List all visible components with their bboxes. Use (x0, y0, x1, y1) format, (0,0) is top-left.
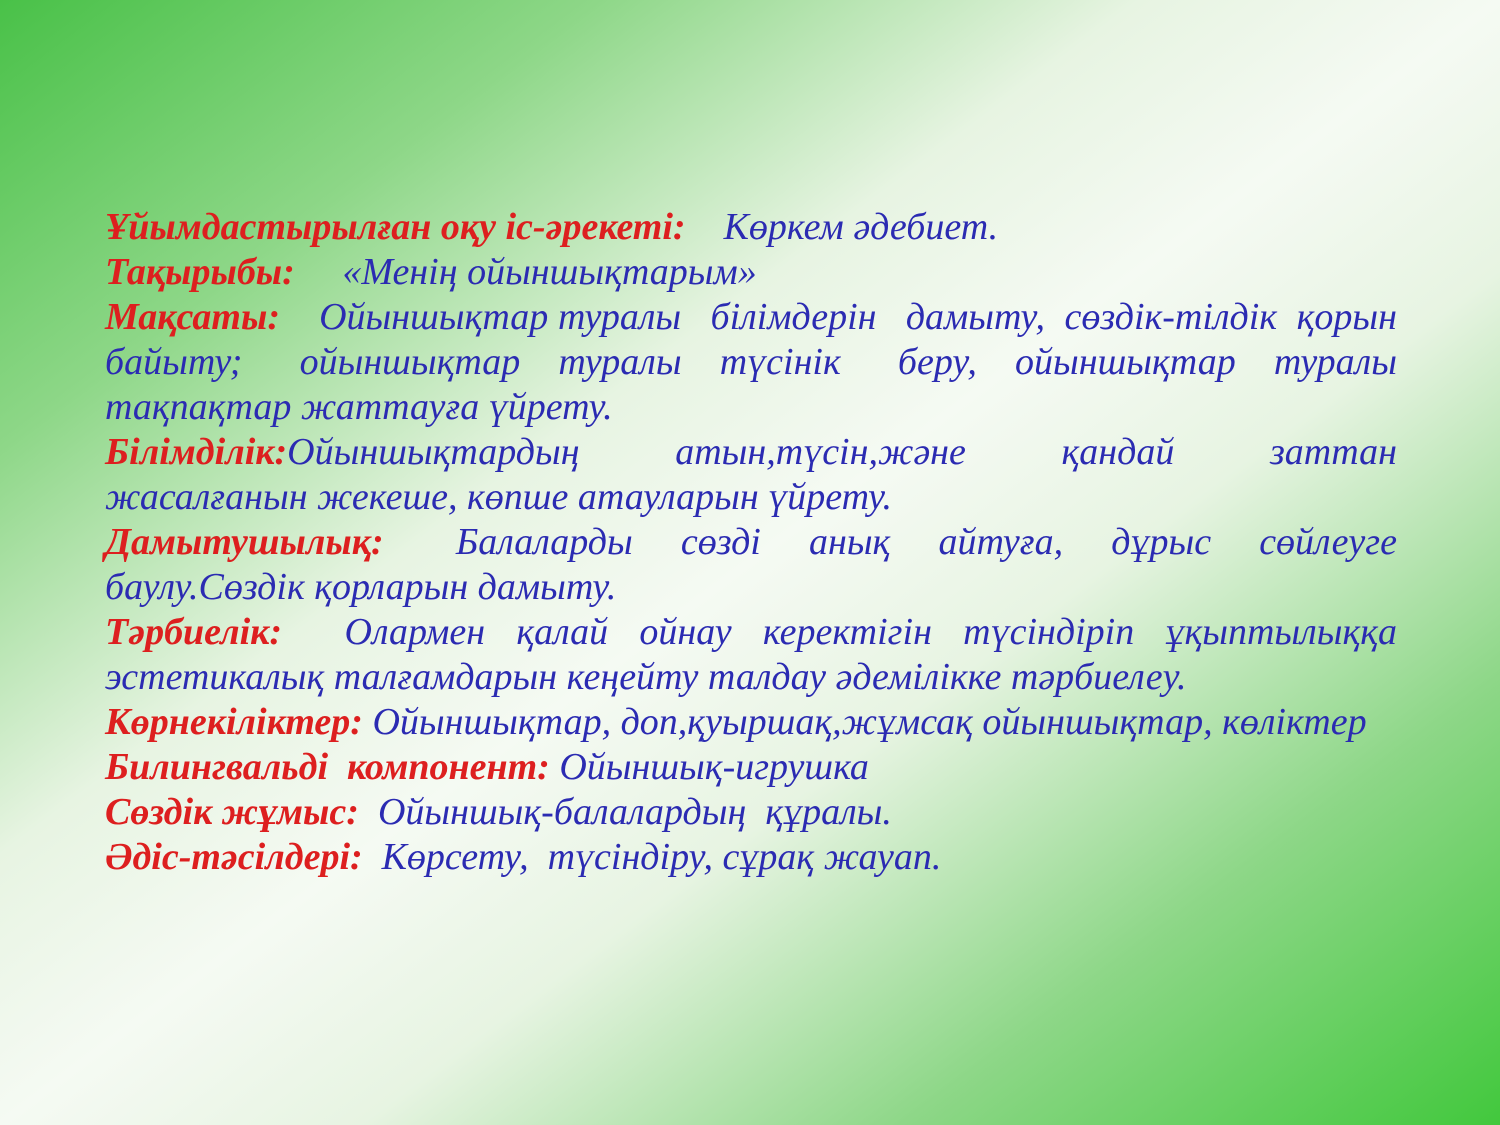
paragraph-vocabulary-work (105, 790, 1397, 835)
paragraph-activity-type (105, 205, 1397, 250)
paragraph-developmental (105, 520, 1416, 610)
section-text-methods: Көрсету, түсіндіру, сұрақ жауап. (362, 836, 942, 878)
paragraph-upbringing (105, 610, 1407, 700)
section-label-bilingual-component: Билингвальді компонент: (105, 746, 550, 788)
section-label-goal: Мақсаты: (105, 296, 280, 338)
section-label-methods: Әдіс-тәсілдері: (105, 836, 363, 878)
lesson-plan-text-block (105, 205, 1426, 880)
section-label-activity-type: Ұйымдастырылған оқу іс-әрекеті: (105, 206, 686, 248)
section-label-educational: Білімділік: (105, 431, 288, 473)
section-text-visual-aids: Ойыншықтар, доп,қуыршақ,жұмсақ ойыншықтар, көліктер (362, 701, 1367, 743)
section-label-visual-aids: Көрнекіліктер: (105, 701, 363, 743)
paragraph-methods (105, 835, 1397, 880)
paragraph-goal (105, 295, 1416, 430)
section-text-developmental: Балаларды сөзді анық айтуға, дұрыс сөйлеуге баулу.Сөздік қорларын дамыту. (105, 521, 1416, 608)
section-text-vocabulary-work: Ойыншық-балалардың құралы. (358, 791, 892, 833)
section-text-bilingual-component: Ойыншық-игрушка (549, 746, 869, 788)
section-text-educational: Ойыншықтардың атын,түсін,және қандай заттан жасалғанын жекеше, көпше атауларын үйрету. (105, 431, 1426, 518)
paragraph-educational (105, 430, 1426, 520)
section-text-topic: «Менің ойыншықтарым» (294, 251, 757, 293)
section-text-goal: Ойыншықтар туралы білімдерін дамыту, сөздік-тілдік қорын байыту; ойыншықтар туралы түсінік беру, ойыншықтар туралы тақпақтар жаттауға үйрету. (105, 296, 1416, 428)
section-label-vocabulary-work: Сөздік жұмыс: (105, 791, 359, 833)
section-text-upbringing: Олармен қалай ойнау керектігін түсіндіріп ұқыптылыққа эстетикалық талғамдарын кеңейту талдау әдемілікке тәрбиелеу. (105, 611, 1407, 698)
section-text-activity-type: Көркем әдебиет. (685, 206, 999, 248)
paragraph-topic (105, 250, 1397, 295)
section-label-developmental: Дамытушылық: (105, 521, 384, 563)
paragraph-visual-aids (105, 700, 1397, 745)
section-label-upbringing: Тәрбиелік: (105, 611, 283, 653)
paragraph-bilingual-component (105, 745, 1397, 790)
section-label-topic: Тақырыбы: (105, 251, 295, 293)
